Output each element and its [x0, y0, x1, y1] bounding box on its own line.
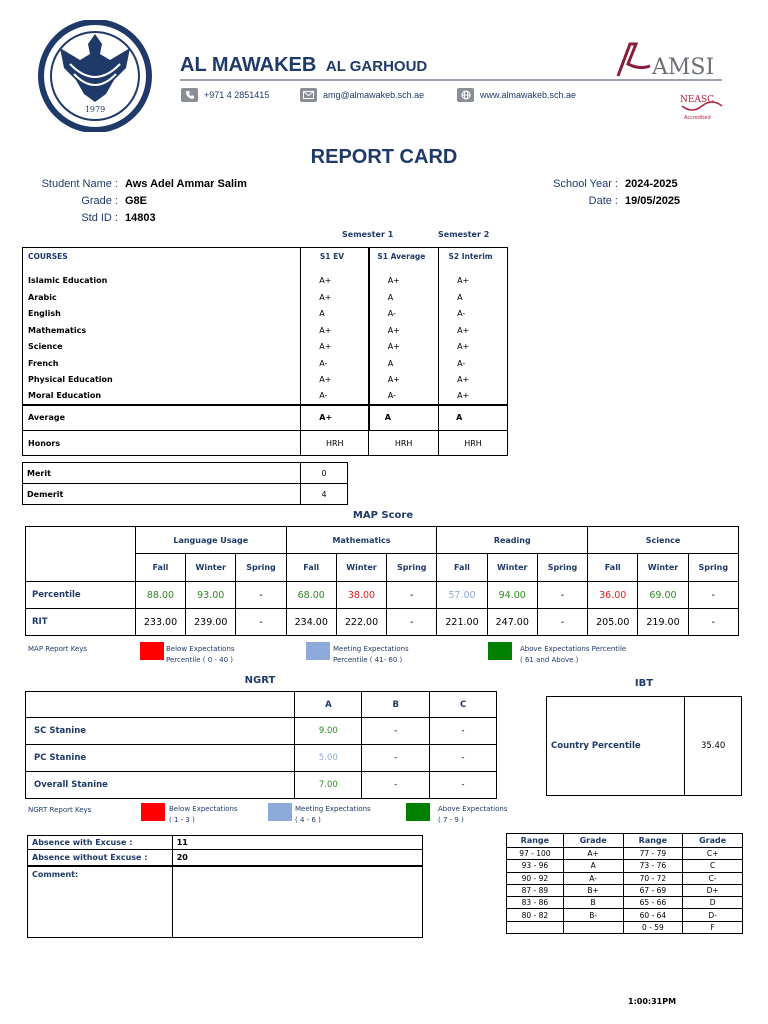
map-term: Fall — [286, 554, 336, 582]
map-below-key-line1: Below Expectations — [166, 645, 235, 653]
map-below-key — [166, 644, 235, 666]
average-row — [23, 405, 508, 431]
map-term: Spring — [387, 554, 437, 582]
grade-key-cell: B+ — [563, 884, 623, 896]
school-year-label: School Year : — [553, 178, 618, 190]
student-grade: G8E — [125, 195, 148, 207]
grade-key-cell: A+ — [563, 848, 623, 860]
map-term: Spring — [537, 554, 587, 582]
ngrt-value: 9.00 — [295, 718, 362, 745]
grade-key-cell: C+ — [683, 848, 743, 860]
rit-label: RIT — [26, 609, 136, 636]
rit-value: - — [387, 609, 437, 636]
map-term: Winter — [336, 554, 386, 582]
grade-key-col-header: Grade — [683, 834, 743, 848]
ngrt-above-key-line2: ( 7 - 9 ) — [438, 816, 464, 824]
map-score-title: MAP Score — [352, 510, 414, 521]
course-grade: A- — [301, 355, 369, 372]
conduct-table — [22, 462, 348, 505]
grade-key-cell: 65 - 66 — [623, 897, 683, 909]
country-percentile-value: 35.40 — [685, 697, 742, 796]
absence-excused-value: 11 — [172, 836, 422, 850]
map-term: Spring — [236, 554, 286, 582]
grade-key-cell — [507, 921, 564, 933]
ngrt-meeting-key-line2: ( 4 - 6 ) — [295, 816, 321, 824]
percentile-label: Percentile — [26, 582, 136, 609]
map-subject-row — [26, 527, 739, 554]
date-label: Date : — [588, 195, 618, 207]
course-row — [23, 306, 508, 323]
course-grade: A- — [439, 355, 508, 372]
rit-value: 234.00 — [286, 609, 336, 636]
course-grade: A — [369, 355, 439, 372]
rit-value: - — [236, 609, 286, 636]
map-score-table — [25, 526, 739, 636]
grade-key-cell: F — [683, 921, 743, 933]
absence-unexcused-value: 20 — [172, 850, 422, 866]
course-grade: A — [301, 306, 369, 323]
course-row — [23, 289, 508, 306]
ngrt-below-key — [169, 804, 238, 826]
percentile-value: - — [387, 582, 437, 609]
grade-label: Grade : — [81, 195, 118, 207]
course-row — [23, 339, 508, 356]
absence-excused-label: Absence with Excuse : — [28, 836, 173, 850]
ngrt-above-key-line1: Above Expectations — [438, 805, 508, 813]
map-below-swatch — [140, 642, 164, 660]
average-grade: A — [439, 405, 508, 431]
grade-key-row — [507, 872, 743, 884]
ngrt-meeting-key — [295, 804, 371, 826]
school-year: 2024-2025 — [625, 178, 678, 190]
absence-unexcused-label: Absence without Excuse : — [28, 850, 173, 866]
globe-icon — [457, 88, 474, 102]
ngrt-table — [25, 691, 497, 799]
email-icon — [300, 88, 317, 102]
rit-value: 205.00 — [588, 609, 638, 636]
course-grade: A+ — [301, 273, 369, 290]
map-subject-header: Science — [588, 527, 739, 554]
rit-value: - — [537, 609, 587, 636]
map-term: Fall — [588, 554, 638, 582]
course-grade: A+ — [369, 372, 439, 389]
comment-label: Comment: — [28, 866, 173, 938]
map-corner-cell — [26, 527, 136, 582]
percentile-value: 36.00 — [588, 582, 638, 609]
neasc-sub: Accredited — [684, 115, 711, 121]
percentile-value: 69.00 — [638, 582, 688, 609]
student-name-label: Student Name : — [41, 178, 118, 190]
ngrt-title: NGRT — [244, 675, 276, 686]
ngrt-value: - — [430, 718, 497, 745]
phone-contact — [181, 87, 269, 103]
map-above-key-line2: ( 61 and Above ) — [520, 656, 579, 664]
ngrt-value: - — [362, 772, 430, 799]
demerit-row — [23, 484, 348, 505]
absence-excused-row — [28, 836, 423, 850]
ibt-title: IBT — [634, 678, 654, 689]
course-grade: A+ — [439, 339, 508, 356]
average-grade: A — [369, 405, 439, 431]
grade-key-cell: C — [683, 860, 743, 872]
ibt-table — [546, 696, 742, 796]
course-row — [23, 355, 508, 372]
grade-key-cell: 97 - 100 — [507, 848, 564, 860]
average-grade: A+ — [301, 405, 369, 431]
s1-ev-col-header: S1 EV — [301, 248, 369, 265]
map-term: Spring — [688, 554, 738, 582]
grade-key-cell: 90 - 92 — [507, 872, 564, 884]
percentile-value: 68.00 — [286, 582, 336, 609]
map-below-key-line2: Percentile ( 0 - 40 ) — [166, 656, 234, 664]
percentile-value: 88.00 — [135, 582, 185, 609]
rit-value: 222.00 — [336, 609, 386, 636]
grade-key-cell: 73 - 76 — [623, 860, 683, 872]
honors-row — [23, 431, 508, 456]
ngrt-meeting-key-line1: Meeting Expectations — [295, 805, 371, 813]
rit-value: 221.00 — [437, 609, 487, 636]
map-above-key-line1: Above Expectations Percentile — [520, 645, 627, 653]
map-rit-row — [26, 609, 739, 636]
honors-value: HRH — [301, 431, 369, 456]
ngrt-header-row — [26, 692, 497, 718]
ngrt-row — [26, 745, 497, 772]
course-name: Physical Education — [28, 375, 113, 385]
grade-key-table — [506, 833, 743, 934]
grade-key-cell: 0 - 59 — [623, 921, 683, 933]
percentile-value: 94.00 — [487, 582, 537, 609]
ngrt-below-swatch — [141, 803, 165, 821]
map-above-swatch — [488, 642, 512, 660]
grade-key-cell: B — [563, 897, 623, 909]
ngrt-row-label: PC Stanine — [26, 745, 295, 772]
grade-key-header-row — [507, 834, 743, 848]
course-row — [23, 372, 508, 389]
school-name-main: AL MAWAKEB — [180, 54, 317, 76]
grade-key-cell: 77 - 79 — [623, 848, 683, 860]
percentile-value: - — [236, 582, 286, 609]
course-row — [23, 322, 508, 339]
average-label: Average — [28, 413, 66, 423]
comment-row — [28, 866, 423, 938]
grade-key-row — [507, 897, 743, 909]
percentile-value: 38.00 — [336, 582, 386, 609]
ngrt-col-header: C — [430, 692, 497, 718]
grade-key-cell: 93 - 96 — [507, 860, 564, 872]
merit-value: 0 — [301, 463, 348, 484]
courses-col-header: COURSES — [28, 251, 68, 261]
school-logo — [34, 20, 156, 132]
grade-key-cell: 80 - 82 — [507, 909, 564, 921]
grade-key-col-header: Range — [623, 834, 683, 848]
map-subject-header: Reading — [437, 527, 588, 554]
ngrt-value: - — [430, 745, 497, 772]
grade-key-cell: A — [563, 860, 623, 872]
course-name: English — [28, 309, 61, 319]
grade-key-col-header: Range — [507, 834, 564, 848]
percentile-value: 93.00 — [186, 582, 236, 609]
map-above-key — [520, 644, 626, 666]
neasc-text: NEASC — [680, 95, 714, 105]
map-report-keys-label: MAP Report Keys — [28, 645, 88, 653]
map-subject-header: Language Usage — [135, 527, 286, 554]
semester-1-header: Semester 1 — [342, 230, 394, 239]
map-percentile-row — [26, 582, 739, 609]
course-name: Science — [28, 342, 63, 352]
school-branch: AL GARHOUD — [325, 58, 428, 75]
honors-label: Honors — [28, 438, 61, 448]
ngrt-below-key-line1: Below Expectations — [169, 805, 238, 813]
ngrt-corner-cell — [26, 692, 295, 718]
attendance-table — [27, 835, 423, 938]
course-grade: A — [369, 289, 439, 306]
course-row — [23, 388, 508, 405]
grade-key-cell: D- — [683, 909, 743, 921]
grade-key-cell: C- — [683, 872, 743, 884]
grade-key-row — [507, 921, 743, 933]
grade-key-cell: 87 - 89 — [507, 884, 564, 896]
courses-header-row — [23, 248, 508, 265]
grade-key-row — [507, 884, 743, 896]
course-grade: A+ — [369, 339, 439, 356]
ngrt-value: - — [362, 745, 430, 772]
grade-key-cell: 67 - 69 — [623, 884, 683, 896]
grade-key-cell — [563, 921, 623, 933]
demerit-label: Demerit — [23, 484, 301, 505]
map-meeting-swatch — [306, 642, 330, 660]
rit-value: 247.00 — [487, 609, 537, 636]
ngrt-meeting-swatch — [268, 803, 292, 821]
ngrt-above-swatch — [406, 803, 430, 821]
grade-key-cell: 70 - 72 — [623, 872, 683, 884]
s2-interim-col-header: S2 Interim — [439, 248, 508, 265]
website-contact — [457, 87, 576, 103]
phone-icon — [181, 88, 198, 102]
amsi-logo-text: AMSI — [652, 55, 715, 80]
grade-key-row — [507, 848, 743, 860]
print-timestamp: 1:00:31PM — [628, 997, 677, 1006]
course-grade: A+ — [439, 322, 508, 339]
map-term: Fall — [437, 554, 487, 582]
school-name — [180, 54, 427, 77]
map-term: Winter — [186, 554, 236, 582]
ngrt-value: - — [362, 718, 430, 745]
grade-key-cell: D — [683, 897, 743, 909]
grade-key-cell: B- — [563, 909, 623, 921]
ngrt-row — [26, 772, 497, 799]
course-grade: A+ — [301, 322, 369, 339]
grade-key-cell: A- — [563, 872, 623, 884]
ngrt-col-header: A — [295, 692, 362, 718]
course-row — [23, 273, 508, 290]
grade-key-cell: 60 - 64 — [623, 909, 683, 921]
course-grade: A- — [369, 388, 439, 405]
ngrt-row-label: Overall Stanine — [26, 772, 295, 799]
demerit-value: 4 — [301, 484, 348, 505]
merit-row — [23, 463, 348, 484]
course-grade: A- — [439, 306, 508, 323]
comment-field — [172, 866, 422, 938]
percentile-value: - — [688, 582, 738, 609]
rit-value: 233.00 — [135, 609, 185, 636]
phone-number: +971 4 2851415 — [204, 90, 270, 100]
course-grade: A- — [301, 388, 369, 405]
grade-key-cell: 83 - 86 — [507, 897, 564, 909]
grade-key-col-header: Grade — [563, 834, 623, 848]
std-id-label: Std ID : — [81, 212, 118, 224]
course-grade: A+ — [301, 339, 369, 356]
course-name: Mathematics — [28, 325, 87, 335]
course-grade: A+ — [439, 388, 508, 405]
ngrt-report-keys-label: NGRT Report Keys — [28, 806, 92, 814]
course-grade: A+ — [369, 273, 439, 290]
page-title: REPORT CARD — [310, 146, 458, 168]
neasc-logo — [678, 88, 726, 122]
course-grade: A- — [369, 306, 439, 323]
ngrt-value: 7.00 — [295, 772, 362, 799]
website-url[interactable]: www.almawakeb.sch.ae — [480, 90, 577, 100]
merit-label: Merit — [23, 463, 301, 484]
grade-key-row — [507, 909, 743, 921]
report-date: 19/05/2025 — [625, 195, 681, 207]
honors-value: HRH — [369, 431, 439, 456]
honors-value: HRH — [439, 431, 508, 456]
ngrt-value: 5.00 — [295, 745, 362, 772]
ibt-row — [547, 697, 742, 796]
map-meeting-key-line1: Meeting Expectations — [333, 645, 409, 653]
amsi-logo — [612, 40, 724, 80]
absence-unexcused-row — [28, 850, 423, 866]
course-name: Islamic Education — [28, 276, 108, 286]
logo-year: 1979 — [84, 105, 106, 114]
grade-key-cell: D+ — [683, 884, 743, 896]
ngrt-below-key-line2: ( 1 - 3 ) — [169, 816, 195, 824]
percentile-value: 57.00 — [437, 582, 487, 609]
map-subject-header: Mathematics — [286, 527, 437, 554]
ngrt-row-label: SC Stanine — [26, 718, 295, 745]
student-id: 14803 — [125, 212, 156, 224]
course-grade: A+ — [301, 372, 369, 389]
email-contact — [300, 87, 424, 103]
rit-value: - — [688, 609, 738, 636]
courses-table — [22, 247, 508, 456]
country-percentile-label: Country Percentile — [551, 741, 641, 751]
grade-key-row — [507, 860, 743, 872]
course-grade: A — [439, 289, 508, 306]
semester-2-header: Semester 2 — [438, 230, 490, 239]
course-name: French — [28, 358, 59, 368]
rit-value: 219.00 — [638, 609, 688, 636]
map-term: Winter — [487, 554, 537, 582]
course-grade: A+ — [301, 289, 369, 306]
ngrt-col-header: B — [362, 692, 430, 718]
course-name: Moral Education — [28, 391, 102, 401]
map-term: Fall — [135, 554, 185, 582]
map-meeting-key — [333, 644, 409, 666]
student-name: Aws Adel Ammar Salim — [125, 178, 247, 190]
ngrt-row — [26, 718, 497, 745]
course-name: Arabic — [28, 292, 57, 302]
map-term: Winter — [638, 554, 688, 582]
course-grade: A+ — [439, 273, 508, 290]
email-address[interactable]: amg@almawakeb.sch.ae — [323, 90, 425, 100]
course-grade: A+ — [439, 372, 508, 389]
ngrt-value: - — [430, 772, 497, 799]
ngrt-above-key — [438, 804, 507, 826]
percentile-value: - — [537, 582, 587, 609]
course-grade: A+ — [369, 322, 439, 339]
map-meeting-key-line2: Percentile ( 41- 60 ) — [333, 656, 403, 664]
rit-value: 239.00 — [186, 609, 236, 636]
s1-average-col-header: S1 Average — [369, 248, 439, 265]
